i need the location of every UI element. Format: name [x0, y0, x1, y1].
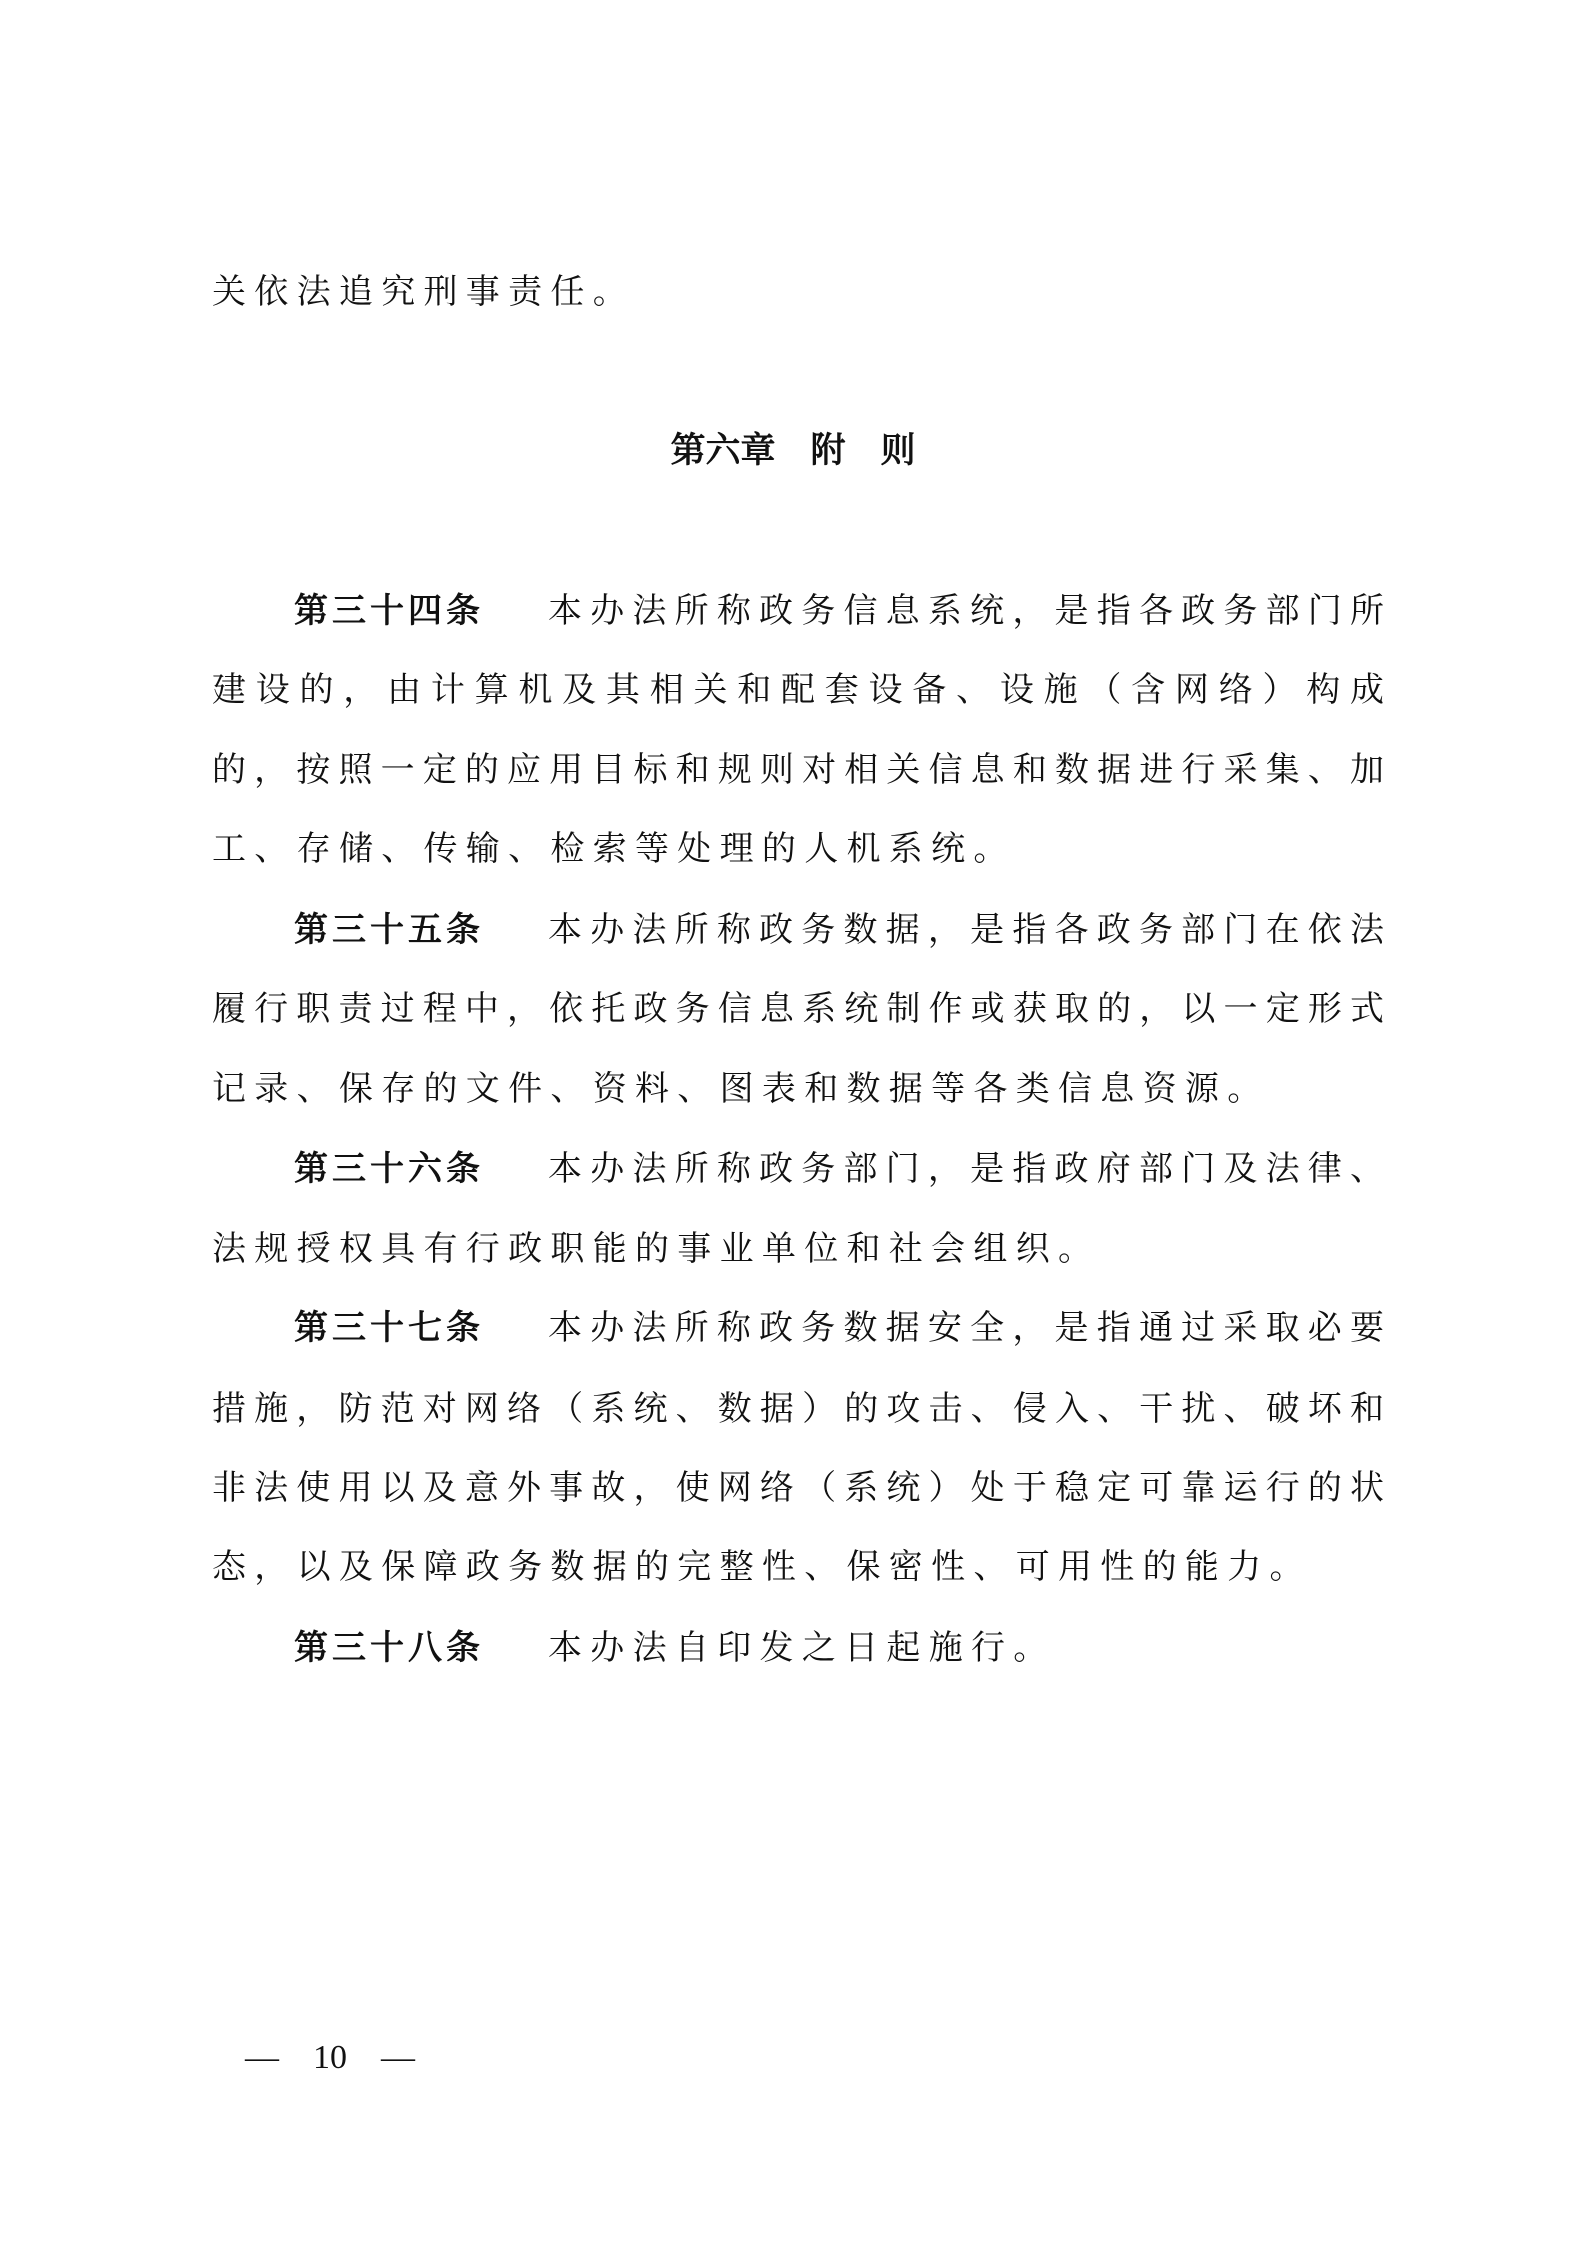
article-text: 记录、保存的文件、资料、图表和数据等各类信息资源。: [212, 1069, 1270, 1109]
page-number: — 10 —: [245, 2039, 415, 2076]
continuation-line: 关依法追究刑事责任。: [212, 272, 635, 312]
article-text: 履行职责过程中，依托政务信息系统制作或获取的，以一定形式: [212, 989, 1384, 1029]
article-text: 的，按照一定的应用目标和规则对相关信息和数据进行采集、加: [212, 750, 1384, 790]
article-heading: 第三十四条: [294, 591, 484, 631]
article-35: [212, 905, 1384, 955]
article-text: 本办法所称政务数据，是指各政务部门在依法: [548, 910, 1384, 950]
article-text: 本办法自印发之日起施行。: [548, 1628, 1056, 1668]
article-38: [212, 1623, 1384, 1673]
article-text: 非法使用以及意外事故，使网络（系统）处于稳定可靠运行的状: [212, 1468, 1384, 1508]
article-text: 措施，防范对网络（系统、数据）的攻击、侵入、干扰、破坏和: [212, 1389, 1384, 1429]
article-text: 本办法所称政务数据安全，是指通过采取必要: [548, 1308, 1384, 1348]
article-text: 本办法所称政务部门，是指政府部门及法律、: [548, 1149, 1384, 1189]
article-36: [212, 1144, 1384, 1194]
article-37: [212, 1303, 1384, 1353]
chapter-title: 第六章 附 则: [670, 431, 916, 471]
article-text: 本办法所称政务信息系统，是指各政务部门所: [548, 591, 1384, 631]
article-heading: 第三十八条: [294, 1628, 484, 1668]
article-heading: 第三十七条: [294, 1308, 484, 1348]
article-heading: 第三十五条: [294, 910, 484, 950]
article-text: 工、存储、传输、检索等处理的人机系统。: [212, 829, 1016, 869]
article-heading: 第三十六条: [294, 1149, 484, 1189]
article-text: 建设的，由计算机及其相关和配套设备、设施（含网络）构成: [212, 670, 1384, 710]
article-text: 法规授权具有行政职能的事业单位和社会组织。: [212, 1229, 1101, 1269]
article-text: 态，以及保障政务数据的完整性、保密性、可用性的能力。: [212, 1547, 1312, 1587]
article-34: [212, 586, 1384, 636]
